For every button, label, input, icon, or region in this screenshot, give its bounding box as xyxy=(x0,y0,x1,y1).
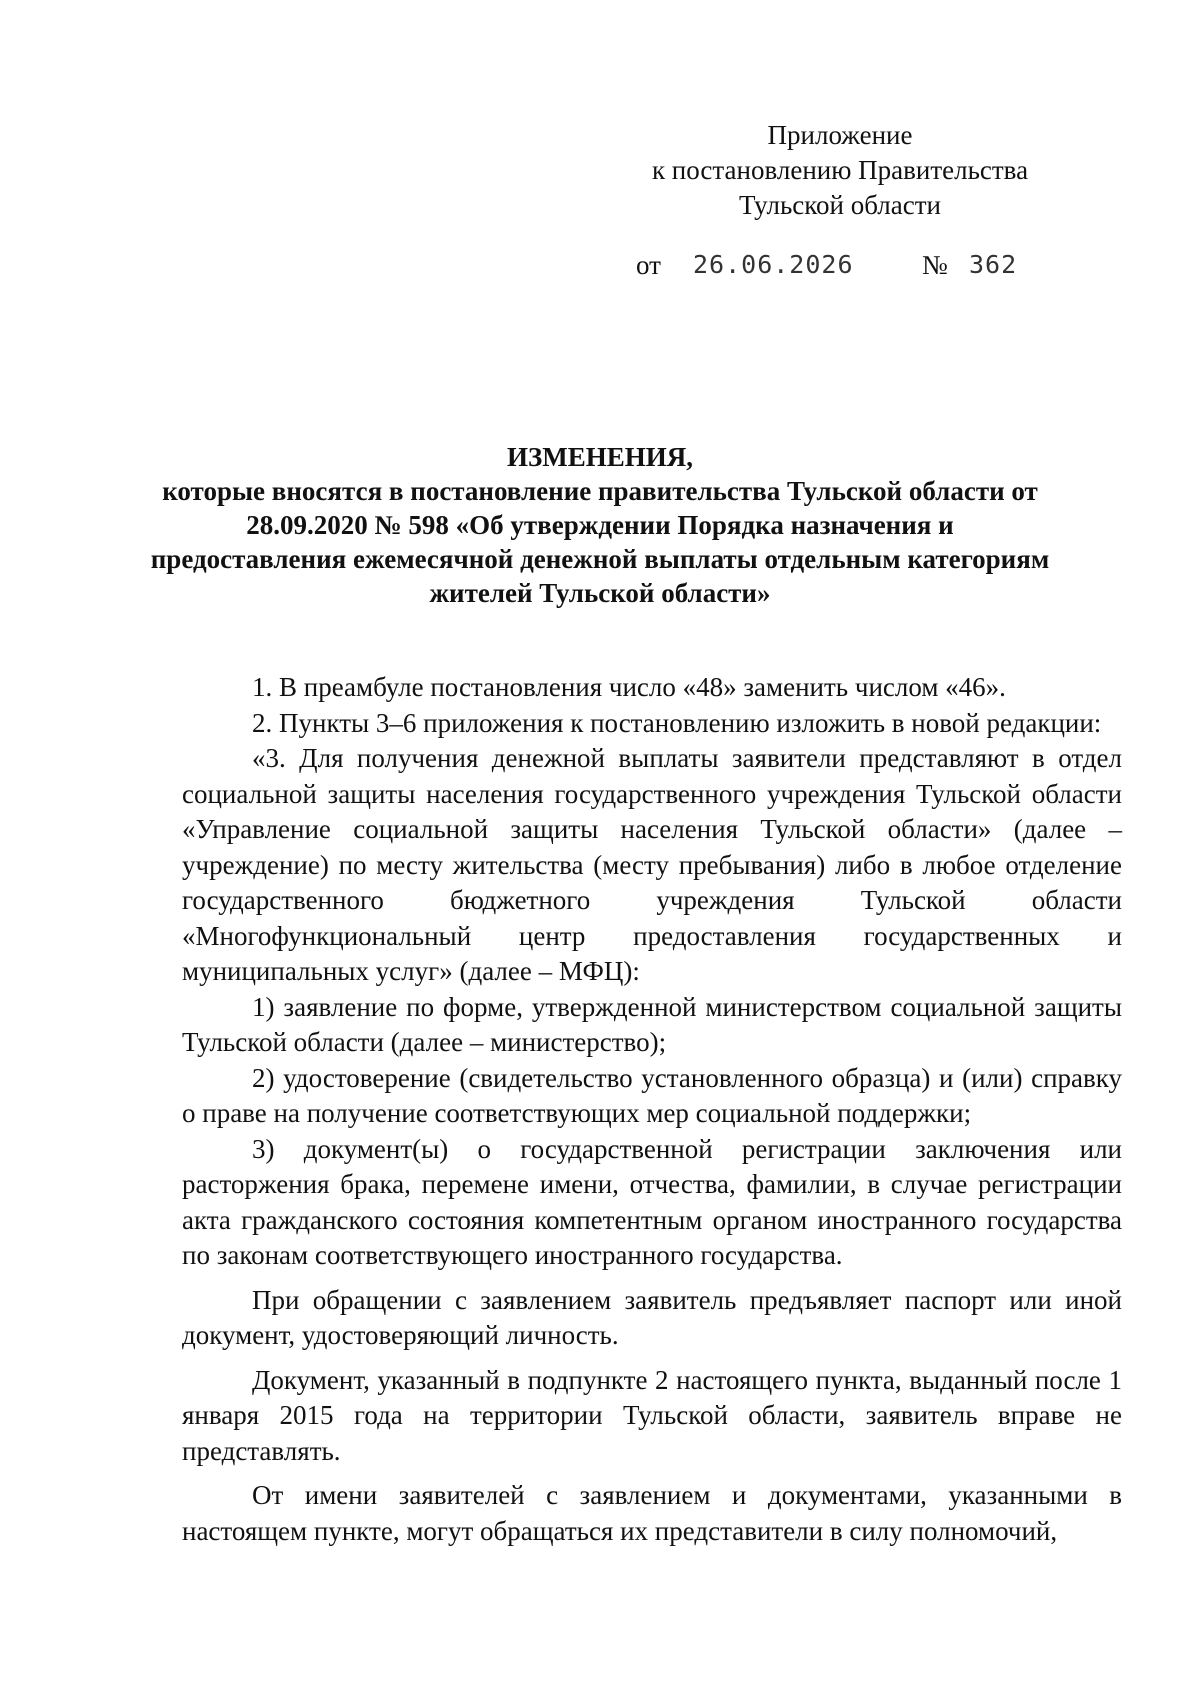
paragraph: 1) заявление по форме, утвержденной министерством социальной защиты Тульской области (далее – министерство); xyxy=(182,991,1122,1057)
paragraph: Документ, указанный в подпункте 2 настоящего пункта, выданный после 1 января 2015 года на территории Тульской области, заявитель вправе не представлять. xyxy=(182,1364,1122,1466)
document-body xyxy=(182,670,1122,1549)
appendix-line: к постановлению Правительства xyxy=(651,155,1029,185)
paragraph: 3) документ(ы) о государственной регистрации заключения или расторжения брака, перемене имени, отчества, фамилии, в случае регистрации акта гражданского состояния компетентным органом иностранного государства по законам соответствующего иностранного государства. xyxy=(182,1133,1122,1270)
paragraph: От имени заявителей с заявлением и документами, указанными в настоящем пункте, могут обращаться их представители в силу полномочий, xyxy=(182,1480,1122,1546)
document-title xyxy=(150,440,1050,610)
date-label: от xyxy=(636,250,661,280)
paragraph: 1. В преамбуле постановления число «48» заменить числом «46». xyxy=(252,672,1006,702)
date-value: 26.06.2026 xyxy=(693,250,854,279)
paragraph: 2. Пункты 3–6 приложения к постановлению изложить в новой редакции: xyxy=(252,707,1102,738)
appendix-block xyxy=(640,118,1040,223)
title-subtitle: которые вносятся в постановление правительства Тульской области от 28.09.2020 № 598 «Об утверждении Порядка назначения и предоставления ежемесячной денежной выплаты отдельным категориям жителей Тульской области» xyxy=(150,476,1050,608)
paragraph: При обращении с заявлением заявитель предъявляет паспорт или иной документ, удостоверяющий личность. xyxy=(182,1284,1122,1350)
appendix-line: Тульской области xyxy=(739,190,941,220)
paragraph: 2) удостоверение (свидетельство установленного образца) и (или) справку о праве на получение соответствующих мер социальной поддержки; xyxy=(182,1062,1122,1128)
number-label: № xyxy=(922,250,948,280)
paragraph: «3. Для получения денежной выплаты заявители представляют в отдел социальной защиты населения государственного учреждения Тульской области «Управление социальной защиты населения Тульской области» (далее – учреждение) по месту жительства (месту пребывания) либо в любое отделение государственного бюджетного учреждения Тульской области «Многофункциональный центр предоставления государственных и муниципальных услуг» (далее – МФЦ): xyxy=(182,743,1122,986)
title-heading: ИЗМЕНЕНИЯ, xyxy=(506,442,693,472)
number-value: 362 xyxy=(969,250,1018,279)
appendix-line: Приложение xyxy=(767,120,913,150)
